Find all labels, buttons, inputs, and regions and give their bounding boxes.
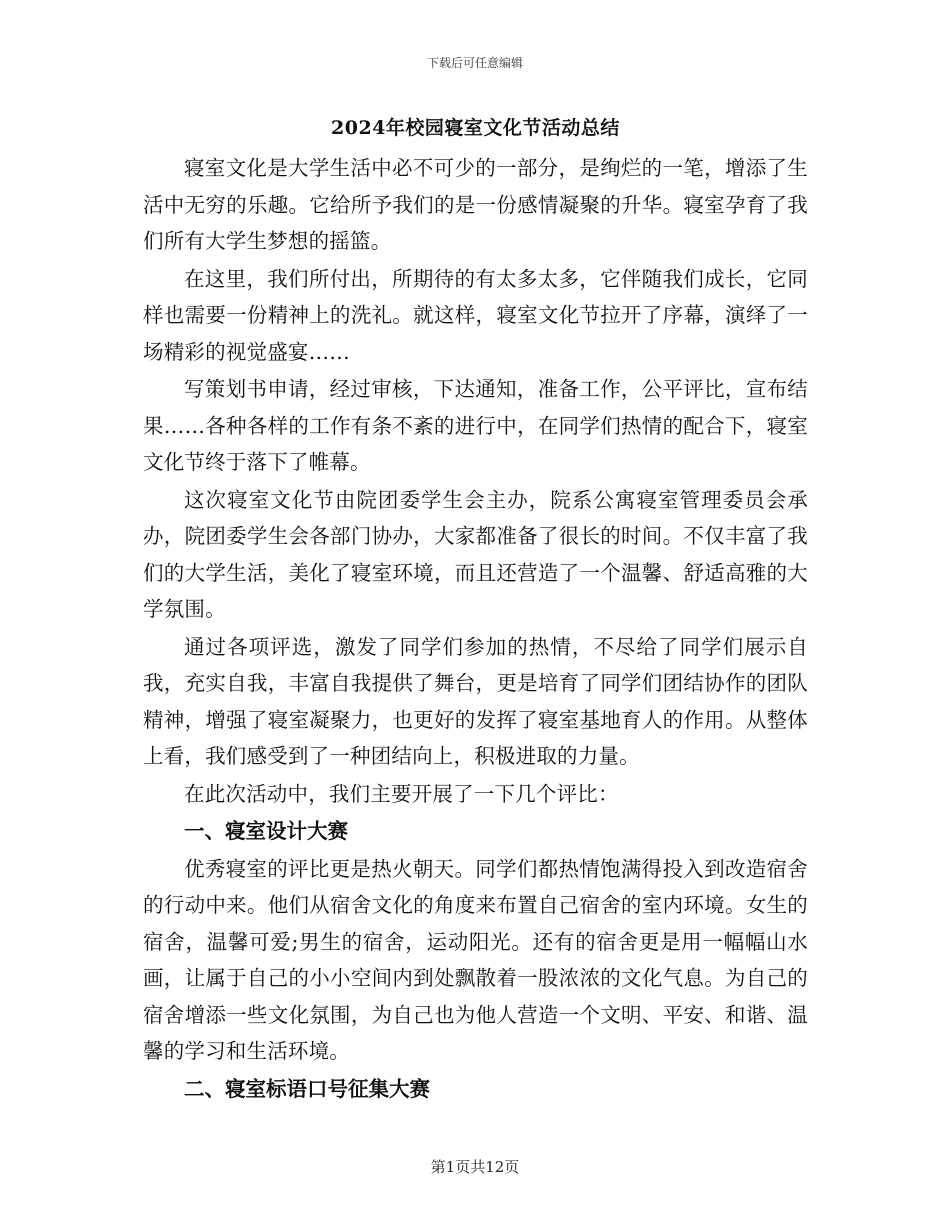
header-note: 下载后可任意编辑 (426, 56, 523, 70)
paragraph-5: 通过各项评选，激发了同学们参加的热情，不尽给了同学们展示自我，充实自我，丰富自我提供了舞台，更是培育了同学们团结协作的团队精神，增强了寝室凝聚力，也更好的发挥了寝室基地育人的作用。从整体上看，我们感受到了一种团结向上，积极进取的力量。 (143, 634, 808, 768)
paragraph-4: 这次寝室文化节由院团委学生会主办，院系公寓寝室管理委员会承办，院团委学生会各部门协办，大家都准备了很长的时间。不仅丰富了我们的大学生活，美化了寝室环境，而且还营造了一个温馨、舒适高雅的大学氛围。 (143, 487, 808, 621)
document-title: 2024年校园寝室文化节活动总结 (331, 117, 620, 139)
section-heading-1: 一、寝室设计大赛 (184, 819, 348, 843)
section-heading-2: 二、寝室标语口号征集大赛 (184, 1076, 430, 1101)
paragraph-2: 在这里，我们所付出，所期待的有太多太多，它伴随我们成长，它同样也需要一份精神上的洗礼。就这样，寝室文化节拉开了序幕，演绎了一场精彩的视觉盛宴…… (143, 266, 808, 364)
paragraph-6: 在此次活动中，我们主要开展了一下几个评比： (184, 781, 619, 806)
document-body (143, 112, 808, 1108)
page-footer: 第1页共12页 (430, 1158, 520, 1176)
section-1-paragraph: 优秀寝室的评比更是热火朝天。同学们都热情饱满得投入到改造宿舍的行动中来。他们从宿舍文化的角度来布置自己宿舍的室内环境。女生的宿舍，温馨可爱;男生的宿舍，运动阳光。还有的宿舍更是用一幅幅山水画，让属于自己的小小空间内到处飘散着一股浓浓的文化气息。为自己的宿舍增添一些文化氛围，为自己也为他人营造一个文明、平安、和谐、温馨的学习和生活环境。 (143, 856, 808, 1063)
paragraph-1: 寝室文化是大学生活中必不可少的一部分，是绚烂的一笔，增添了生活中无穷的乐趣。它给所予我们的是一份感情凝聚的升华。寝室孕育了我们所有大学生梦想的摇篮。 (143, 156, 808, 253)
paragraph-3: 写策划书申请，经过审核，下达通知，准备工作，公平评比，宣布结果……各种各样的工作有条不紊的进行中，在同学们热情的配合下，寝室文化节终于落下了帷幕。 (143, 377, 808, 474)
